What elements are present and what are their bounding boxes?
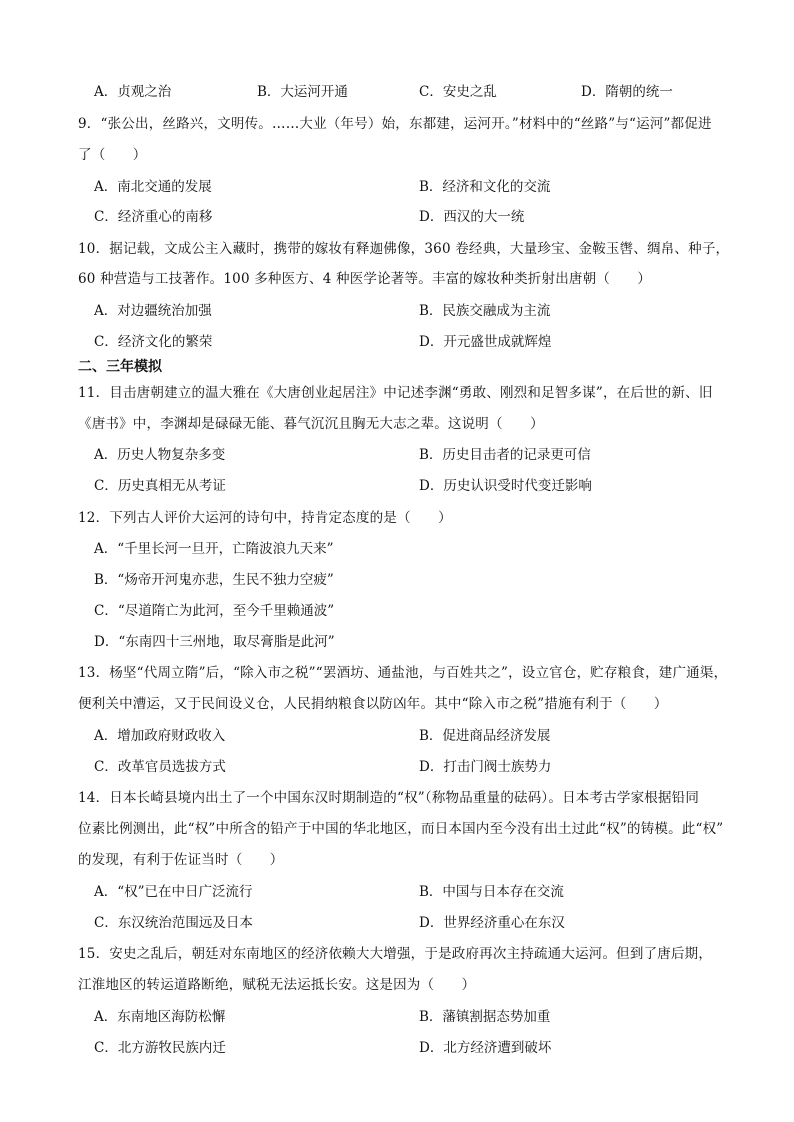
- q10-stem-line-1: 10．据记载，文成公主入藏时，携带的嫁妆有释迦佛像，360 卷经典，大量珍宝、金鞍玉辔、绸帛、种子，: [78, 241, 730, 257]
- q11-option-d: D．历史认识受时代变迁影响: [419, 478, 592, 494]
- q13-stem-line-1: 13．杨坚“代周立隋”后，“除入市之税”“罢酒坊、通盐池，与百姓共之”，设立官仓，贮存粮食，建广通渠，: [78, 665, 728, 681]
- q14-option-a: A．“权”已在中日广泛流行: [94, 884, 253, 900]
- q12-option-b: B．“炀帝开河鬼亦悲，生民不独力空疲”: [94, 572, 334, 588]
- q10-option-d: D．开元盛世成就辉煌: [419, 334, 552, 350]
- q15-stem-line-1: 15．安史之乱后，朝廷对东南地区的经济依赖大大增强，于是政府再次主持疏通大运河。但到了唐后期，: [78, 946, 713, 962]
- q10-option-a: A．对边疆统治加强: [94, 303, 212, 319]
- q13-option-b: B．促进商品经济发展: [419, 728, 551, 744]
- q13-option-a: A．增加政府财政收入: [94, 728, 226, 744]
- q9-stem-line-1: 9．“张公出，丝路兴，文明传。……大业（年号）始，东都建，运河开。”材料中的“丝路”与“运河”都促进: [78, 116, 712, 132]
- q12-stem-line-1: 12．下列古人评价大运河的诗句中，持肯定态度的是（ ）: [78, 510, 452, 526]
- q15-option-a: A．东南地区海防松懈: [94, 1009, 226, 1025]
- q11-option-a: A．历史人物复杂多变: [94, 447, 226, 463]
- q14-stem-line-3: 的发现，有利于佐证当时（ ）: [78, 852, 284, 868]
- q9-option-a: A．南北交通的发展: [94, 179, 212, 195]
- q15-option-d: D．北方经济遭到破坏: [419, 1040, 552, 1056]
- q10-option-b: B．民族交融成为主流: [419, 303, 551, 319]
- q13-stem-line-2: 便利关中漕运，又于民间设义仓，人民捐纳粮食以防凶年。其中“除入市之税”措施有利于（ ）: [78, 696, 668, 712]
- q11-option-b: B．历史目击者的记录更可信: [419, 447, 591, 463]
- q9-option-b: B．经济和文化的交流: [419, 179, 551, 195]
- q8-option-d: D．隋朝的统一: [581, 84, 673, 100]
- q9-option-d: D．西汉的大一统: [419, 209, 525, 225]
- q14-option-d: D．世界经济重心在东汉: [419, 915, 565, 931]
- q12-option-a: A．“千里长河一旦开，亡隋波浪九天来”: [94, 541, 334, 557]
- q12-option-c: C．“尽道隋亡为此河，至今千里赖通波”: [94, 603, 335, 619]
- q15-option-b: B．藩镇割据态势加重: [419, 1009, 551, 1025]
- q11-option-c: C．历史真相无从考证: [94, 478, 226, 494]
- q15-stem-line-2: 江淮地区的转运道路断绝，赋税无法运抵长安。这是因为（ ）: [78, 977, 476, 993]
- q8-option-c: C．安史之乱: [419, 84, 497, 100]
- q10-stem-line-2: 60 种营造与工技著作。100 多种医方、4 种医学论著等。丰富的嫁妆种类折射出唐朝（ ）: [78, 271, 652, 287]
- q11-stem-line-1: 11．目击唐朝建立的温大雅在《大唐创业起居注》中记述李渊“勇敢、刚烈和足智多谋”，在后世的新、旧: [78, 385, 713, 401]
- q10-option-c: C．经济文化的繁荣: [94, 334, 213, 350]
- q13-option-d: D．打击门阀士族势力: [419, 759, 552, 775]
- q14-stem-line-1: 14．日本长崎县境内出土了一个中国东汉时期制造的“权”（称物品重量的砝码）。日本考古学家根据铅同: [78, 790, 700, 806]
- q9-option-c: C．经济重心的南移: [94, 209, 213, 225]
- section-heading-two: 二、三年模拟: [78, 359, 162, 375]
- q9-stem-line-2: 了（ ）: [78, 147, 147, 163]
- q8-option-b: B．大运河开通: [257, 84, 348, 100]
- q14-stem-line-2: 位素比例测出，此“权”中所含的铅产于中国的华北地区，而日本国内至今没有出土过此“权”的铸模。此“权”: [78, 821, 724, 837]
- q11-stem-line-2: 《唐书》中，李渊却是碌碌无能、暮气沉沉且胸无大志之辈。这说明（ ）: [78, 416, 544, 432]
- q13-option-c: C．改革官员选拔方式: [94, 759, 226, 775]
- q14-option-c: C．东汉统治范围远及日本: [94, 915, 253, 931]
- q14-option-b: B．中国与日本存在交流: [419, 884, 564, 900]
- q12-option-d: D．“东南四十三州地，取尽膏脂是此河”: [94, 634, 335, 650]
- q8-option-a: A．贞观之治: [94, 84, 172, 100]
- q15-option-c: C．北方游牧民族内迁: [94, 1040, 226, 1056]
